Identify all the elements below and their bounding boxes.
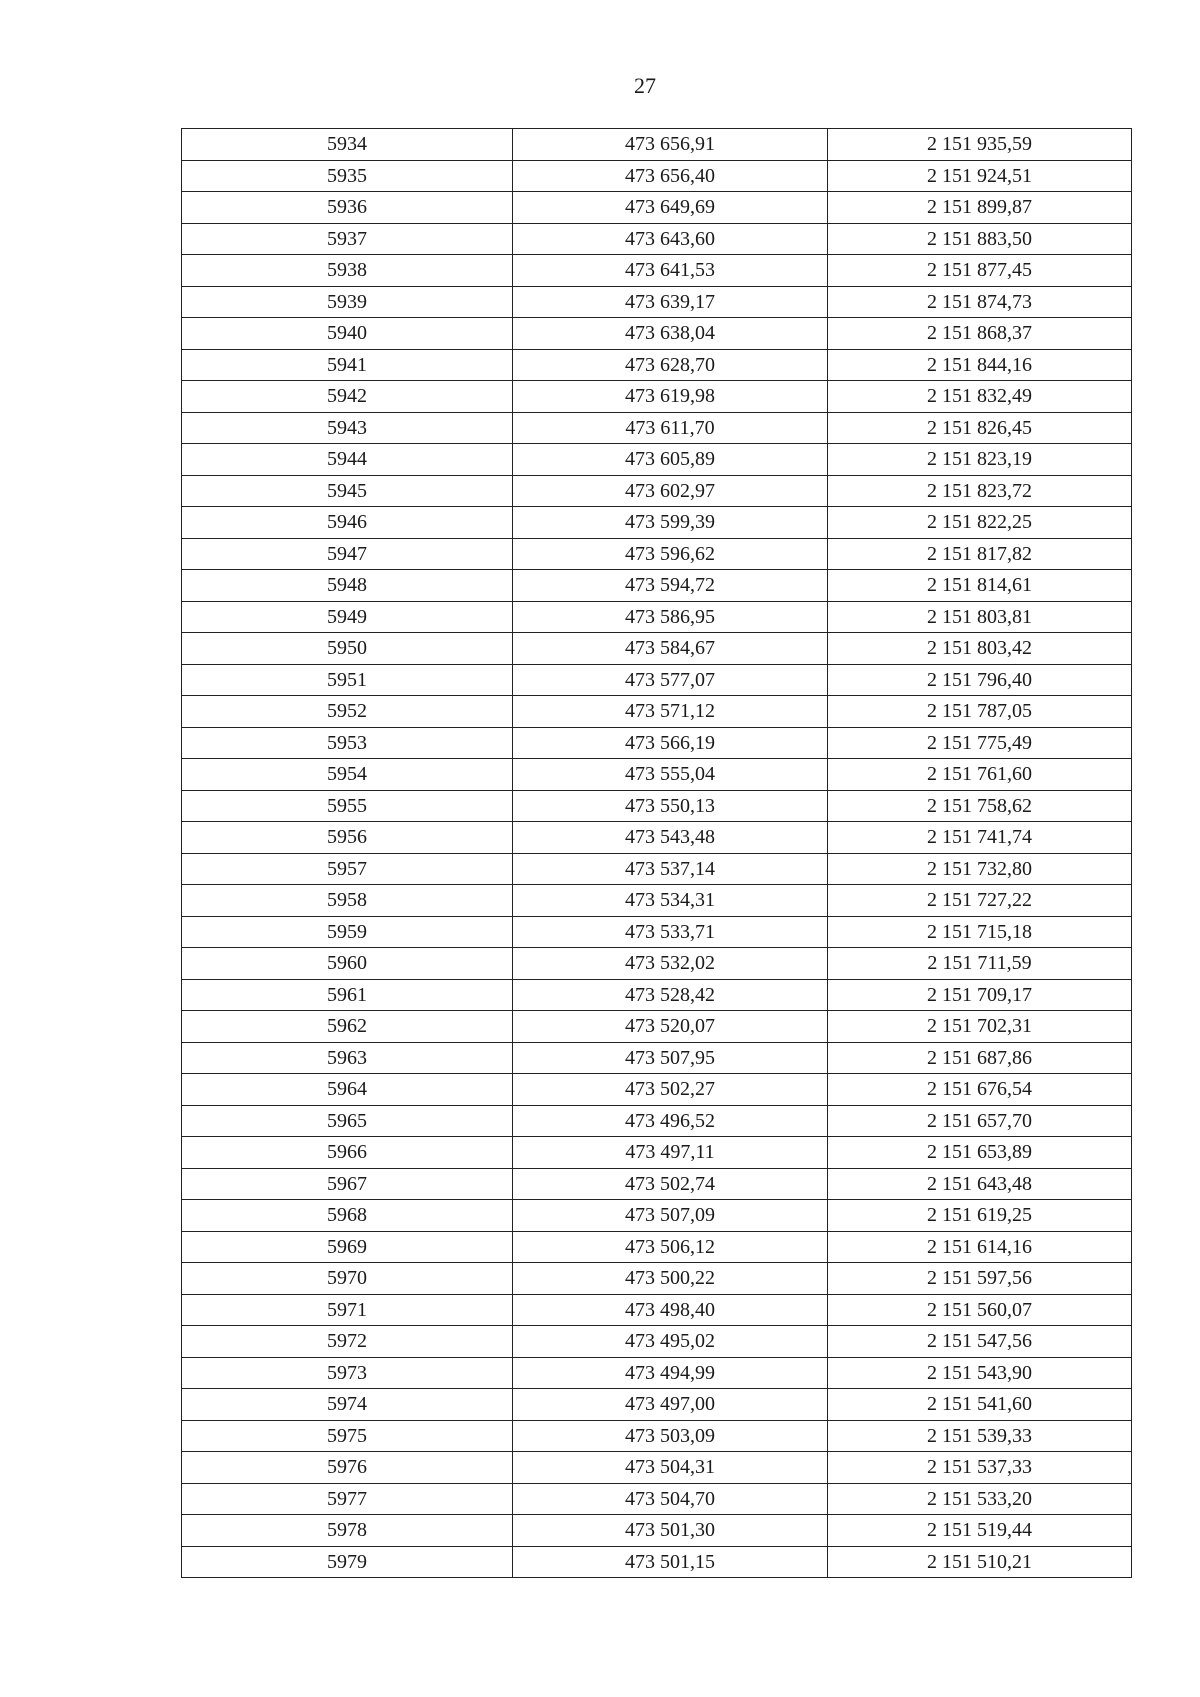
x-coordinate-cell: 473 649,69 — [513, 192, 828, 224]
x-coordinate-cell: 473 599,39 — [513, 507, 828, 539]
point-number-cell: 5956 — [182, 822, 513, 854]
x-coordinate-cell: 473 619,98 — [513, 381, 828, 413]
point-number-cell: 5957 — [182, 853, 513, 885]
x-coordinate-cell: 473 533,71 — [513, 916, 828, 948]
y-coordinate-cell: 2 151 883,50 — [828, 223, 1132, 255]
point-number-cell: 5952 — [182, 696, 513, 728]
x-coordinate-cell: 473 497,00 — [513, 1389, 828, 1421]
table-row — [182, 1389, 1132, 1421]
point-number-cell: 5971 — [182, 1294, 513, 1326]
x-coordinate-cell: 473 611,70 — [513, 412, 828, 444]
table-row — [182, 853, 1132, 885]
table-row — [182, 979, 1132, 1011]
point-number-cell: 5967 — [182, 1168, 513, 1200]
point-number-cell: 5935 — [182, 160, 513, 192]
x-coordinate-cell: 473 641,53 — [513, 255, 828, 287]
y-coordinate-cell: 2 151 741,74 — [828, 822, 1132, 854]
point-number-cell: 5978 — [182, 1515, 513, 1547]
table-row — [182, 790, 1132, 822]
table-row — [182, 885, 1132, 917]
table-row — [182, 1042, 1132, 1074]
y-coordinate-cell: 2 151 823,19 — [828, 444, 1132, 476]
table-row — [182, 349, 1132, 381]
point-number-cell: 5973 — [182, 1357, 513, 1389]
point-number-cell: 5975 — [182, 1420, 513, 1452]
x-coordinate-cell: 473 596,62 — [513, 538, 828, 570]
point-number-cell: 5949 — [182, 601, 513, 633]
y-coordinate-cell: 2 151 614,16 — [828, 1231, 1132, 1263]
table-row — [182, 129, 1132, 161]
point-number-cell: 5972 — [182, 1326, 513, 1358]
x-coordinate-cell: 473 528,42 — [513, 979, 828, 1011]
point-number-cell: 5941 — [182, 349, 513, 381]
x-coordinate-cell: 473 532,02 — [513, 948, 828, 980]
point-number-cell: 5953 — [182, 727, 513, 759]
y-coordinate-cell: 2 151 826,45 — [828, 412, 1132, 444]
point-number-cell: 5964 — [182, 1074, 513, 1106]
table-row — [182, 412, 1132, 444]
x-coordinate-cell: 473 520,07 — [513, 1011, 828, 1043]
point-number-cell: 5940 — [182, 318, 513, 350]
x-coordinate-cell: 473 497,11 — [513, 1137, 828, 1169]
point-number-cell: 5961 — [182, 979, 513, 1011]
y-coordinate-cell: 2 151 814,61 — [828, 570, 1132, 602]
point-number-cell: 5958 — [182, 885, 513, 917]
y-coordinate-cell: 2 151 727,22 — [828, 885, 1132, 917]
x-coordinate-cell: 473 594,72 — [513, 570, 828, 602]
y-coordinate-cell: 2 151 560,07 — [828, 1294, 1132, 1326]
x-coordinate-cell: 473 504,70 — [513, 1483, 828, 1515]
table-row — [182, 1137, 1132, 1169]
table-row — [182, 727, 1132, 759]
point-number-cell: 5959 — [182, 916, 513, 948]
point-number-cell: 5976 — [182, 1452, 513, 1484]
y-coordinate-cell: 2 151 787,05 — [828, 696, 1132, 728]
y-coordinate-cell: 2 151 709,17 — [828, 979, 1132, 1011]
y-coordinate-cell: 2 151 832,49 — [828, 381, 1132, 413]
point-number-cell: 5950 — [182, 633, 513, 665]
table-row — [182, 507, 1132, 539]
x-coordinate-cell: 473 571,12 — [513, 696, 828, 728]
y-coordinate-cell: 2 151 711,59 — [828, 948, 1132, 980]
y-coordinate-cell: 2 151 619,25 — [828, 1200, 1132, 1232]
x-coordinate-cell: 473 495,02 — [513, 1326, 828, 1358]
y-coordinate-cell: 2 151 796,40 — [828, 664, 1132, 696]
y-coordinate-cell: 2 151 702,31 — [828, 1011, 1132, 1043]
x-coordinate-cell: 473 501,15 — [513, 1546, 828, 1578]
point-number-cell: 5955 — [182, 790, 513, 822]
table-row — [182, 381, 1132, 413]
point-number-cell: 5962 — [182, 1011, 513, 1043]
table-row — [182, 1546, 1132, 1578]
point-number-cell: 5936 — [182, 192, 513, 224]
y-coordinate-cell: 2 151 803,81 — [828, 601, 1132, 633]
y-coordinate-cell: 2 151 844,16 — [828, 349, 1132, 381]
coordinates-table — [181, 128, 1132, 1578]
y-coordinate-cell: 2 151 823,72 — [828, 475, 1132, 507]
x-coordinate-cell: 473 584,67 — [513, 633, 828, 665]
coordinates-table-body — [182, 129, 1132, 1578]
y-coordinate-cell: 2 151 877,45 — [828, 255, 1132, 287]
x-coordinate-cell: 473 555,04 — [513, 759, 828, 791]
table-row — [182, 1200, 1132, 1232]
y-coordinate-cell: 2 151 899,87 — [828, 192, 1132, 224]
y-coordinate-cell: 2 151 543,90 — [828, 1357, 1132, 1389]
y-coordinate-cell: 2 151 761,60 — [828, 759, 1132, 791]
table-row — [182, 1326, 1132, 1358]
x-coordinate-cell: 473 503,09 — [513, 1420, 828, 1452]
x-coordinate-cell: 473 507,09 — [513, 1200, 828, 1232]
y-coordinate-cell: 2 151 687,86 — [828, 1042, 1132, 1074]
table-row — [182, 1420, 1132, 1452]
table-row — [182, 1168, 1132, 1200]
page-number: 27 — [634, 73, 656, 98]
x-coordinate-cell: 473 577,07 — [513, 664, 828, 696]
point-number-cell: 5966 — [182, 1137, 513, 1169]
table-row — [182, 948, 1132, 980]
y-coordinate-cell: 2 151 533,20 — [828, 1483, 1132, 1515]
y-coordinate-cell: 2 151 537,33 — [828, 1452, 1132, 1484]
point-number-cell: 5979 — [182, 1546, 513, 1578]
table-row — [182, 255, 1132, 287]
y-coordinate-cell: 2 151 715,18 — [828, 916, 1132, 948]
x-coordinate-cell: 473 500,22 — [513, 1263, 828, 1295]
table-row — [182, 1263, 1132, 1295]
table-row — [182, 664, 1132, 696]
point-number-cell: 5963 — [182, 1042, 513, 1074]
table-row — [182, 286, 1132, 318]
point-number-cell: 5946 — [182, 507, 513, 539]
table-row — [182, 916, 1132, 948]
point-number-cell: 5954 — [182, 759, 513, 791]
x-coordinate-cell: 473 656,40 — [513, 160, 828, 192]
point-number-cell: 5977 — [182, 1483, 513, 1515]
x-coordinate-cell: 473 639,17 — [513, 286, 828, 318]
y-coordinate-cell: 2 151 519,44 — [828, 1515, 1132, 1547]
table-row — [182, 822, 1132, 854]
y-coordinate-cell: 2 151 817,82 — [828, 538, 1132, 570]
point-number-cell: 5943 — [182, 412, 513, 444]
x-coordinate-cell: 473 602,97 — [513, 475, 828, 507]
x-coordinate-cell: 473 498,40 — [513, 1294, 828, 1326]
point-number-cell: 5942 — [182, 381, 513, 413]
table-row — [182, 538, 1132, 570]
table-row — [182, 1294, 1132, 1326]
table-row — [182, 696, 1132, 728]
table-row — [182, 475, 1132, 507]
point-number-cell: 5947 — [182, 538, 513, 570]
table-row — [182, 601, 1132, 633]
x-coordinate-cell: 473 638,04 — [513, 318, 828, 350]
point-number-cell: 5965 — [182, 1105, 513, 1137]
table-row — [182, 633, 1132, 665]
y-coordinate-cell: 2 151 874,73 — [828, 286, 1132, 318]
table-row — [182, 223, 1132, 255]
y-coordinate-cell: 2 151 657,70 — [828, 1105, 1132, 1137]
x-coordinate-cell: 473 496,52 — [513, 1105, 828, 1137]
x-coordinate-cell: 473 494,99 — [513, 1357, 828, 1389]
x-coordinate-cell: 473 643,60 — [513, 223, 828, 255]
y-coordinate-cell: 2 151 547,56 — [828, 1326, 1132, 1358]
table-row — [182, 192, 1132, 224]
table-row — [182, 1011, 1132, 1043]
x-coordinate-cell: 473 501,30 — [513, 1515, 828, 1547]
point-number-cell: 5944 — [182, 444, 513, 476]
point-number-cell: 5937 — [182, 223, 513, 255]
x-coordinate-cell: 473 502,27 — [513, 1074, 828, 1106]
x-coordinate-cell: 473 605,89 — [513, 444, 828, 476]
y-coordinate-cell: 2 151 597,56 — [828, 1263, 1132, 1295]
table-row — [182, 444, 1132, 476]
x-coordinate-cell: 473 502,74 — [513, 1168, 828, 1200]
table-row — [182, 1515, 1132, 1547]
table-row — [182, 1483, 1132, 1515]
y-coordinate-cell: 2 151 541,60 — [828, 1389, 1132, 1421]
point-number-cell: 5938 — [182, 255, 513, 287]
table-row — [182, 160, 1132, 192]
x-coordinate-cell: 473 550,13 — [513, 790, 828, 822]
y-coordinate-cell: 2 151 924,51 — [828, 160, 1132, 192]
x-coordinate-cell: 473 534,31 — [513, 885, 828, 917]
table-row — [182, 759, 1132, 791]
y-coordinate-cell: 2 151 758,62 — [828, 790, 1132, 822]
y-coordinate-cell: 2 151 803,42 — [828, 633, 1132, 665]
point-number-cell: 5951 — [182, 664, 513, 696]
table-row — [182, 1105, 1132, 1137]
y-coordinate-cell: 2 151 822,25 — [828, 507, 1132, 539]
y-coordinate-cell: 2 151 732,80 — [828, 853, 1132, 885]
point-number-cell: 5970 — [182, 1263, 513, 1295]
table-row — [182, 1074, 1132, 1106]
point-number-cell: 5960 — [182, 948, 513, 980]
y-coordinate-cell: 2 151 676,54 — [828, 1074, 1132, 1106]
y-coordinate-cell: 2 151 510,21 — [828, 1546, 1132, 1578]
point-number-cell: 5934 — [182, 129, 513, 161]
y-coordinate-cell: 2 151 643,48 — [828, 1168, 1132, 1200]
point-number-cell: 5948 — [182, 570, 513, 602]
y-coordinate-cell: 2 151 539,33 — [828, 1420, 1132, 1452]
table-row — [182, 1357, 1132, 1389]
y-coordinate-cell: 2 151 775,49 — [828, 727, 1132, 759]
point-number-cell: 5969 — [182, 1231, 513, 1263]
y-coordinate-cell: 2 151 868,37 — [828, 318, 1132, 350]
x-coordinate-cell: 473 628,70 — [513, 349, 828, 381]
x-coordinate-cell: 473 543,48 — [513, 822, 828, 854]
y-coordinate-cell: 2 151 653,89 — [828, 1137, 1132, 1169]
table-row — [182, 570, 1132, 602]
x-coordinate-cell: 473 586,95 — [513, 601, 828, 633]
table-row — [182, 318, 1132, 350]
point-number-cell: 5968 — [182, 1200, 513, 1232]
point-number-cell: 5974 — [182, 1389, 513, 1421]
point-number-cell: 5945 — [182, 475, 513, 507]
x-coordinate-cell: 473 504,31 — [513, 1452, 828, 1484]
x-coordinate-cell: 473 506,12 — [513, 1231, 828, 1263]
x-coordinate-cell: 473 566,19 — [513, 727, 828, 759]
point-number-cell: 5939 — [182, 286, 513, 318]
table-row — [182, 1452, 1132, 1484]
y-coordinate-cell: 2 151 935,59 — [828, 129, 1132, 161]
x-coordinate-cell: 473 656,91 — [513, 129, 828, 161]
x-coordinate-cell: 473 507,95 — [513, 1042, 828, 1074]
table-row — [182, 1231, 1132, 1263]
x-coordinate-cell: 473 537,14 — [513, 853, 828, 885]
